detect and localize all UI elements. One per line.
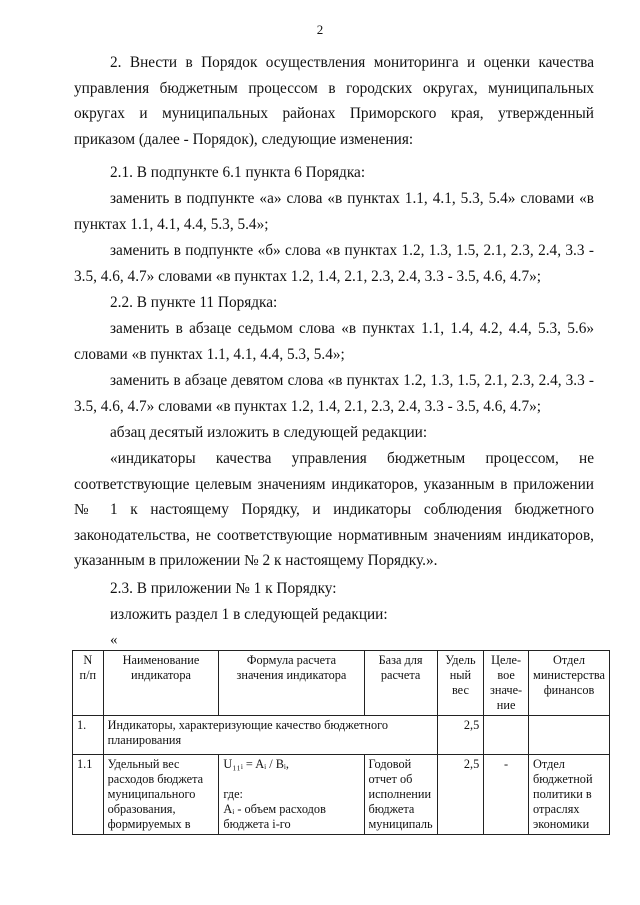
table-row [73,716,610,755]
page-number: 2 [316,22,324,37]
row2-number: 1.1 [73,755,104,835]
header-number: N п/п [73,651,104,716]
indicator-table [72,650,610,835]
opening-quote: « [110,632,118,648]
paragraph-2-1: 2.1. В подпункте 6.1 пункта 6 Порядка: [110,164,366,181]
table-header-row [73,651,610,716]
paragraph-section-intro: изложить раздел 1 в следующей редакции: [110,606,388,623]
row2-base: Годовой отчет об исполнении бюджета муниципаль [364,755,437,835]
row1-target [484,716,529,755]
paragraph-quoted-text: «индикаторы качества управления бюджетным процессом, не соответствующие целевым значениям индикаторов, указанным в приложении № 1 к настоящему Порядку, и индикаторы соблюдения бюджетного законодательства, не соответствующие нормативным значениям индикаторов, указанным в приложении № 2 к настоящему Порядку.». [74,450,594,570]
header-name: Наименование индикатора [103,651,219,716]
header-weight: Удель ный вес [437,651,484,716]
row2-department: Отдел бюджетной политики в отраслях экономики [528,755,609,835]
paragraph-2-2: 2.2. В пункте 11 Порядка: [110,294,278,311]
paragraph-replace-b: заменить в подпункте «б» слова «в пунктах 1.2, 1.3, 1.5, 2.1, 2.3, 2.4, 3.3 - 3.5, 4.6, 4.7» словами «в пунктах 1.2, 1.4, 2.1, 2.3, 2.4, 3.3 - 3.5, 4.6, 4.7»; [74,242,594,285]
paragraph-10th-intro: абзац десятый изложить в следующей редакции: [110,424,428,441]
paragraph-replace-7th: заменить в абзаце седьмом слова «в пунктах 1.1, 1.4, 4.2, 4.4, 5.3, 5.6» словами «в пунктах 1.1, 4.1, 4.4, 5.3, 5.4»; [74,320,594,363]
row2-target: - [484,755,529,835]
row1-weight: 2,5 [437,716,484,755]
paragraph-2-3: 2.3. В приложении № 1 к Порядку: [110,580,337,597]
row2-name: Удельный вес расходов бюджета муниципального образования, формируемых в [103,755,219,835]
row1-number: 1. [73,716,104,755]
row1-department [528,716,609,755]
table-row [73,755,610,835]
header-formula: Формула расчета значения индикатора [219,651,364,716]
paragraph-replace-a: заменить в подпункте «а» слова «в пунктах 1.1, 4.1, 5.3, 5.4» словами «в пунктах 1.1, 4.1, 4.4, 5.3, 5.4»; [74,190,594,233]
paragraph-replace-9th: заменить в абзаце девятом слова «в пунктах 1.2, 1.3, 1.5, 2.1, 2.3, 2.4, 3.3 - 3.5, 4.6, 4.7» словами «в пунктах 1.2, 1.4, 2.1, 2.3, 2.4, 3.3 - 3.5, 4.6, 4.7»; [74,372,594,415]
row2-weight: 2,5 [437,755,484,835]
header-base: База для расчета [364,651,437,716]
paragraph-item-2: 2. Внести в Порядок осуществления мониторинга и оценки качества управления бюджетным процессом в городских округах, муниципальных округах и муниципальных районах Приморского края, утвержденный приказом (далее - Порядок), следующие изменения: [74,54,594,148]
row2-formula: U₁₁ᵢ = Aᵢ / Bᵢ, где: Aᵢ - объем расходов бюджета i-го [219,755,364,835]
row1-name: Индикаторы, характеризующие качество бюджетного планирования [103,716,437,755]
header-department: Отдел министерства финансов [528,651,609,716]
header-target: Целе- вое значе- ние [484,651,529,716]
